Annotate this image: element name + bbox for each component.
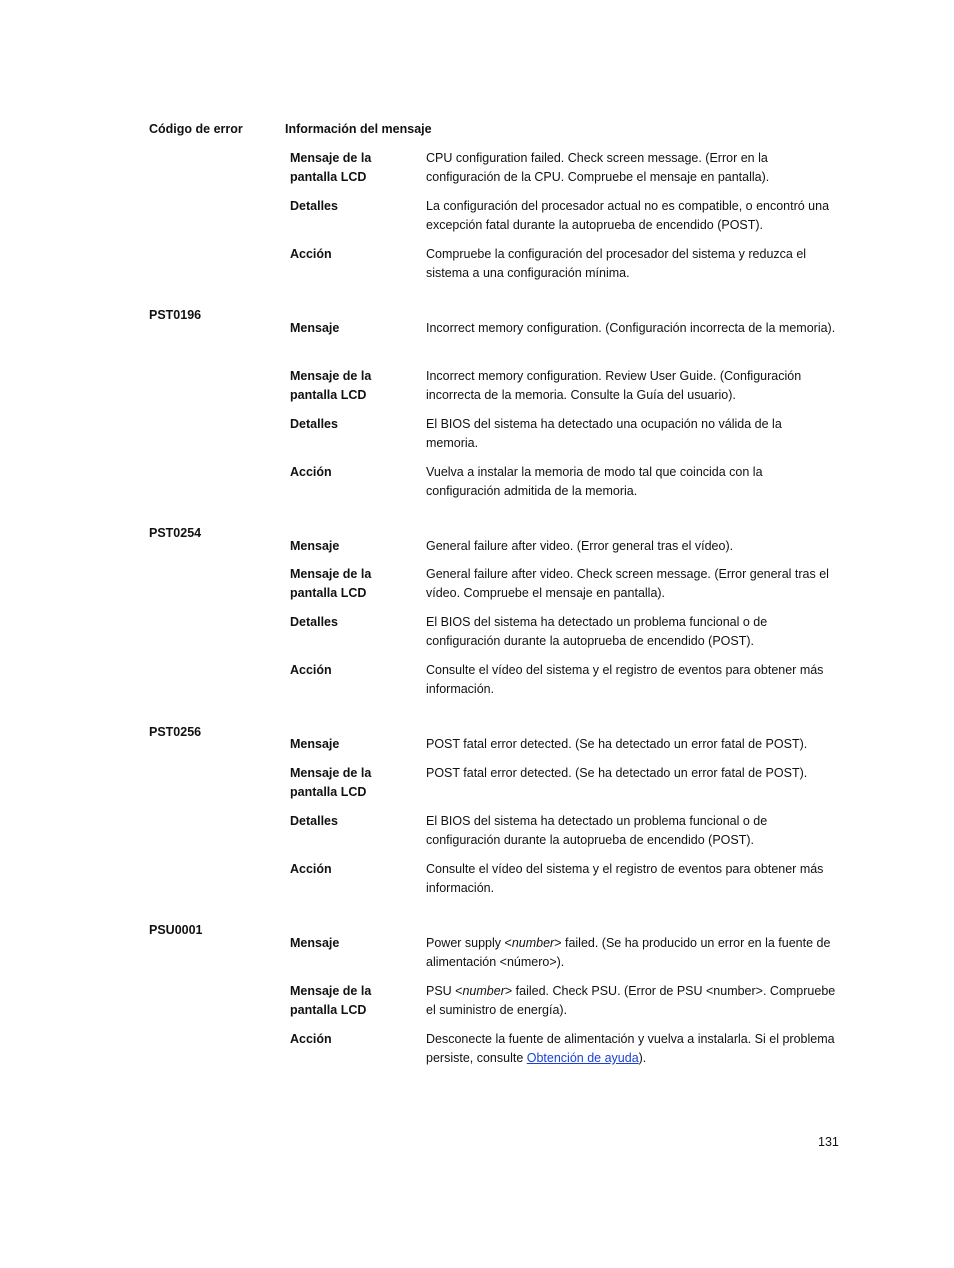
header-message-info: Información del mensaje <box>285 122 432 136</box>
action-text: Consulte el vídeo del sistema y el registro de eventos para obtener más información. <box>426 862 824 895</box>
action-text <box>426 1030 836 1068</box>
details-label: Detalles <box>290 615 338 629</box>
lcd-label: Mensaje de la pantalla LCD <box>290 151 372 184</box>
lcd-label: Mensaje de la pantalla LCD <box>290 984 372 1017</box>
message-text-var: number <box>511 936 555 950</box>
lcd-text-var: number <box>462 984 505 998</box>
message-text <box>426 934 836 972</box>
details-label: Detalles <box>290 814 338 828</box>
message-text-post: > failed. (Se ha producido un error en la fuente de alimentación <número>). <box>426 936 831 969</box>
error-code-pst0196: PST0196 <box>149 308 202 322</box>
message-label: Mensaje <box>290 539 340 553</box>
action-text: Compruebe la configuración del procesador del sistema y reduzca el sistema a una configuración mínima. <box>426 247 807 280</box>
page-number: 131 <box>818 1135 839 1149</box>
message-text: General failure after video. (Error general tras el vídeo). <box>426 539 734 553</box>
action-label: Acción <box>290 663 332 677</box>
action-text-pre: Desconecte la fuente de alimentación y vuelva a instalarla. Si el problema persiste, consulte <box>426 1032 835 1065</box>
lcd-label: Mensaje de la pantalla LCD <box>290 567 372 600</box>
message-label: Mensaje <box>290 737 340 751</box>
lcd-text <box>426 982 836 1020</box>
action-label: Acción <box>290 465 332 479</box>
details-text: La configuración del procesador actual no es compatible, o encontró una excepción fatal durante la autoprueba de encendido (POST). <box>426 199 830 232</box>
details-label: Detalles <box>290 199 338 213</box>
details-text: El BIOS del sistema ha detectado una ocupación no válida de la memoria. <box>426 417 782 450</box>
details-text: El BIOS del sistema ha detectado un problema funcional o de configuración durante la autoprueba de encendido (POST). <box>426 814 768 847</box>
error-code-psu0001: PSU0001 <box>149 923 203 937</box>
action-text: Vuelva a instalar la memoria de modo tal que coincida con la configuración admitida de la memoria. <box>426 465 763 498</box>
lcd-text: POST fatal error detected. (Se ha detectado un error fatal de POST). <box>426 766 808 780</box>
action-label: Acción <box>290 862 332 876</box>
lcd-label: Mensaje de la pantalla LCD <box>290 766 372 799</box>
message-text: Incorrect memory configuration. (Configuración incorrecta de la memoria). <box>426 321 836 335</box>
message-label: Mensaje <box>290 321 340 335</box>
lcd-text: CPU configuration failed. Check screen message. (Error en la configuración de la CPU. Compruebe el mensaje en pantalla). <box>426 151 770 184</box>
action-label: Acción <box>290 1032 332 1046</box>
action-text: Consulte el vídeo del sistema y el registro de eventos para obtener más información. <box>426 663 824 696</box>
details-label: Detalles <box>290 417 338 431</box>
error-code-pst0256: PST0256 <box>149 725 202 739</box>
details-text: El BIOS del sistema ha detectado un problema funcional o de configuración durante la autoprueba de encendido (POST). <box>426 615 768 648</box>
lcd-text: Incorrect memory configuration. Review User Guide. (Configuración incorrecta de la memoria. Consulte la Guía del usuario). <box>426 369 802 402</box>
action-text-post: ). <box>638 1051 647 1065</box>
lcd-text-pre: PSU < <box>426 984 463 998</box>
error-code-pst0254: PST0254 <box>149 526 202 540</box>
lcd-text: General failure after video. Check screen message. (Error general tras el vídeo. Compruebe el mensaje en pantalla). <box>426 567 829 600</box>
action-label: Acción <box>290 247 332 261</box>
message-text: POST fatal error detected. (Se ha detectado un error fatal de POST). <box>426 737 808 751</box>
lcd-label: Mensaje de la pantalla LCD <box>290 369 372 402</box>
help-link[interactable]: Obtención de ayuda <box>526 1051 639 1065</box>
message-label: Mensaje <box>290 936 340 950</box>
lcd-text-post: > failed. Check PSU. (Error de PSU <number>. Compruebe el suministro de energía). <box>426 984 836 1017</box>
message-text-pre: Power supply < <box>426 936 512 950</box>
header-error-code: Código de error <box>149 122 243 136</box>
